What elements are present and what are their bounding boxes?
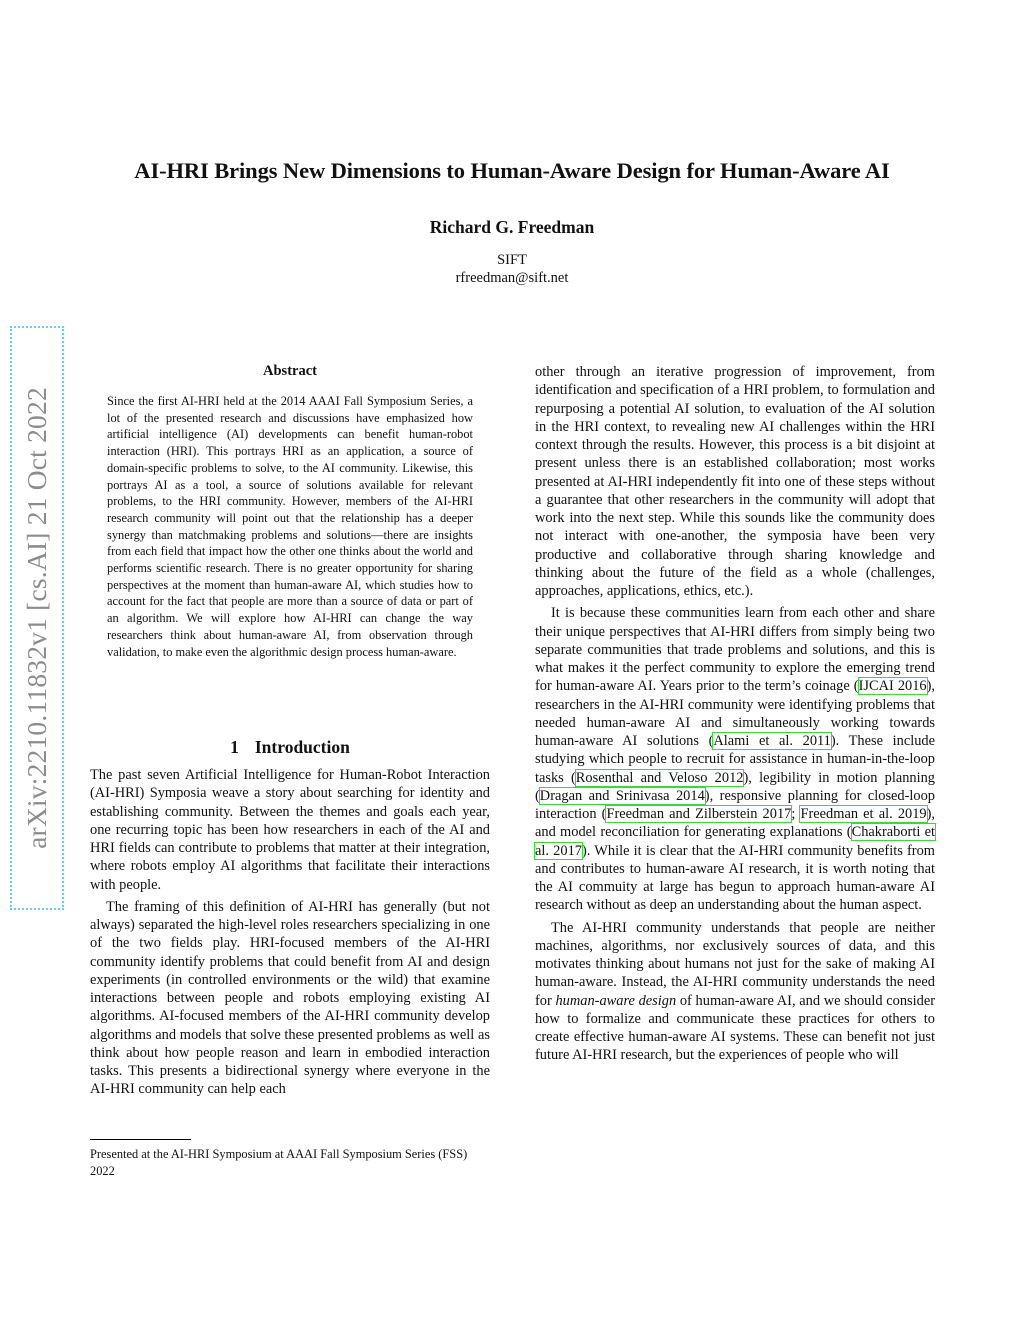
citation-link[interactable]: Freedman et al. 2019 bbox=[800, 806, 927, 822]
text-run: ), and model reconciliation for generating explanations ( bbox=[535, 806, 935, 841]
paper-title: AI-HRI Brings New Dimensions to Human-Aware Design for Human-Aware AI bbox=[134, 158, 890, 183]
citation-link[interactable]: Rosenthal and Veloso 2012 bbox=[575, 769, 744, 786]
author-email: rfreedman@sift.net bbox=[455, 270, 569, 286]
intro-paragraph-1: The past seven Artificial Intelligence for Human-Robot Interaction (AI-HRI) Symposia weave a story about searching for identity and establishing community. Between the themes and goals each year, one recurring topic has been how researchers in each of the AI and HRI fields can contribute to problems that matter at their integration, where robots employ AI algorithms that facilitate their interactions with people. bbox=[90, 767, 490, 893]
emphasized-term: human-aware design bbox=[555, 992, 677, 1009]
right-column-body bbox=[535, 363, 935, 1065]
citation-link[interactable]: Dragan and Srinivasa 2014 bbox=[539, 787, 705, 804]
text-run: ), legibility in motion planning ( bbox=[535, 769, 936, 804]
author-name: Richard G. Freedman bbox=[429, 217, 595, 237]
intro-paragraph-2: The framing of this definition of AI-HRI has generally (but not always) separated the high-level roles researchers specializing in one of the two fields play. HRI-focused members of the AI-HRI community identify problems that could benefit from AI and design experiments (in controlled environments or the wild) that examine interactions between people and robots employing existing AI algorithms. AI-focused members of the AI-HRI community develop algorithms and models that solve these presented problems as well as think about how people reason and learn in embodied interaction tasks. This presents a bidirectional synergy where everyone in the AI-HRI community can help each bbox=[90, 898, 490, 1098]
section-number: 1 bbox=[230, 737, 239, 757]
section-title: Introduction bbox=[254, 737, 350, 757]
author-affiliation-block bbox=[0, 251, 1024, 287]
abstract-heading: Abstract bbox=[263, 363, 317, 379]
footnote-rule bbox=[90, 1139, 191, 1140]
text-run: of human-aware AI, and we should consider how to formalize and communicate these practices for others to create effective human-aware AI systems. These can benefit not just future AI-HRI research, but the experiences of people who will bbox=[535, 992, 936, 1064]
arxiv-stamp-box bbox=[10, 326, 64, 910]
citation-link[interactable]: Chakraborti et al. 2017 bbox=[535, 824, 936, 859]
section-heading bbox=[90, 737, 490, 758]
text-run: ), responsive planning for closed-loop interaction ( bbox=[535, 787, 936, 822]
text-run: It is because these communities learn from each other and share their unique perspectives that AI-HRI differs from simply being two separate communities that trade problems and solutions, and this is what makes it the perfect community to explore the emerging trend for human-aware AI. Years prior to the term’s coinage ( bbox=[535, 605, 935, 695]
text-run: ). While it is clear that the AI-HRI community benefits from and contributes to human-aware AI research, it is worth noting that the AI commuity at large has begun to approach human-aware AI research without as deep an understanding about the human aspect. bbox=[535, 842, 935, 914]
affiliation: SIFT bbox=[497, 252, 527, 268]
citation-link[interactable]: IJCAI 2016 bbox=[858, 678, 927, 695]
citation-link[interactable]: Alami et al. 2011 bbox=[713, 733, 831, 749]
text-run: ). These include studying which people to recruit for assistance in human-in-the-loop tasks ( bbox=[535, 733, 935, 786]
abstract-text: Since the first AI-HRI held at the 2014 AAAI Fall Symposium Series, a lot of the presented research and discussions have emphasized how artificial intelligence (AI) developments can benefit human-robot interaction (HRI). This portrays HRI as an application, a source of domain-specific problems to solve, to the AI community. Likewise, this portrays AI as a tool, a source of solutions available for relevant problems, to the HRI community. However, members of the AI-HRI research community will point out that the relationship has a deeper synergy than matchmaking problems and solutions—there are insights from each field that impact how the other one thinks about the world and performs scientific research. There is no greater opportunity for sharing perspectives at the moment than human-aware AI, which studies how to account for the fact that people are more than a source of data or part of an algorithm. We will explore how AI-HRI can change the way researchers think about human-aware AI, from observation through validation, to make even the algorithmic design process human-aware. bbox=[107, 394, 473, 659]
text-run: ), researchers in the AI-HRI community were identifying problems that needed human-aware AI and simultaneously working towards human-aware AI solutions ( bbox=[535, 678, 935, 749]
intro-paragraph-3 bbox=[535, 604, 935, 914]
intro-paragraph-2-continued: other through an iterative progression of improvement, from identification and specification of a HRI problem, to formulation and repurposing a potential AI solution, to evaluation of the AI solution in the HRI context, to revealing new AI challenges within the HRI context through the results. However, this process is a bit disjoint at present unless there is an established collaboration; most works presented at AI-HRI independently fit into one of these steps without a guarantee that other researchers in the community will adopt that work into the next step. While this sounds like the community does not interact with one-another, the symposia have been very productive and collaborative through sharing knowledge and thinking about the future of the field as a whole (challenges, approaches, applications, ethics, etc.). bbox=[535, 364, 935, 599]
intro-paragraph-4 bbox=[535, 919, 935, 1065]
left-column-body bbox=[90, 766, 490, 1099]
text-run: The AI-HRI community understands that people are neither machines, algorithms, nor exclusively sources of data, and this motivates thinking about humans not just for the sake of making AI human-aware. Instead, the AI-HRI community understands the need for bbox=[535, 919, 935, 1009]
footnote: Presented at the AI-HRI Symposium at AAAI Fall Symposium Series (FSS) 2022 bbox=[90, 1147, 468, 1178]
arxiv-stamp: arXiv:2210.11832v1 [cs.AI] 21 Oct 2022 bbox=[21, 387, 52, 849]
text-run: ; bbox=[791, 806, 801, 822]
citation-link[interactable]: Freedman and Zilberstein 2017 bbox=[606, 806, 792, 822]
